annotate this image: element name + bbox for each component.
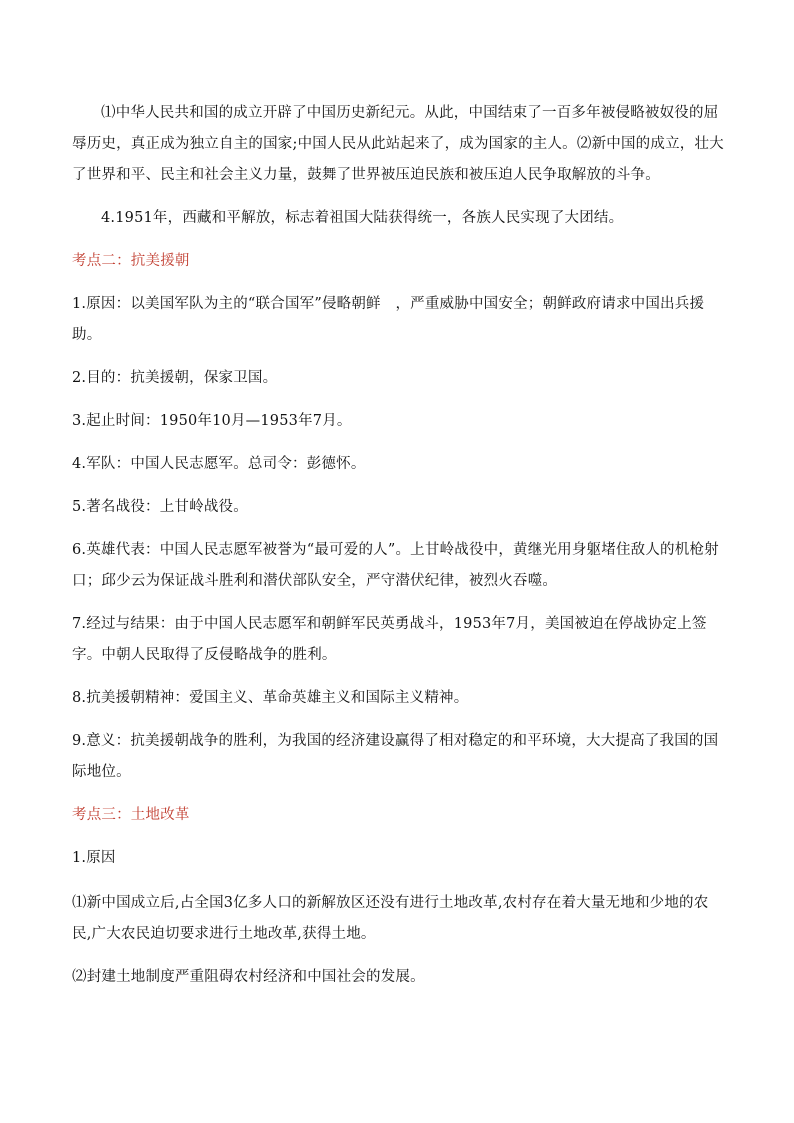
paragraph-korea-significance: 9.意义：抗美援朝战争的胜利，为我国的经济建设赢得了相对稳定的和平环境，大大提高了我国的国际地位。 <box>72 733 719 780</box>
paragraph-korea-cause: 1.原因：以美国军队为主的“联合国军”侵略朝鲜 ，严重威胁中国安全；朝鲜政府请求中国出兵援助。 <box>72 296 705 343</box>
paragraph-korea-battle: 5.著名战役：上甘岭战役。 <box>72 499 248 515</box>
section-heading-land-reform: 考点三：土地改革 <box>72 807 190 823</box>
paragraph-land-reform-cause-1: ⑴新中国成立后,占全国3亿多人口的新解放区还没有进行土地改革,农村存在着大量无地和少地的农民,广大农民迫切要求进行土地改革,获得土地。 <box>72 895 709 942</box>
paragraph-korea-heroes: 6.英雄代表：中国人民志愿军被誉为“最可爱的人”。上甘岭战役中，黄继光用身躯堵住敌人的机枪射口；邱少云为保证战斗胜利和潜伏部队安全，严守潜伏纪律，被烈火吞噬。 <box>72 542 719 589</box>
paragraph-korea-purpose: 2.目的：抗美援朝，保家卫国。 <box>72 370 278 386</box>
paragraph-korea-army: 4.军队：中国人民志愿军。总司令：彭德怀。 <box>72 456 366 472</box>
paragraph-korea-timespan: 3.起止时间：1950年10月—1953年7月。 <box>72 413 352 429</box>
paragraph-korea-result: 7.经过与结果：由于中国人民志愿军和朝鲜军民英勇战斗，1953年7月，美国被迫在停战协定上签字。中朝人民取得了反侵略战争的胜利。 <box>72 616 707 663</box>
paragraph-korea-spirit: 8.抗美援朝精神：爱国主义、革命英雄主义和国际主义精神。 <box>72 690 469 706</box>
paragraph-land-reform-cause-2: ⑵封建土地制度严重阻碍农村经济和中国社会的发展。 <box>72 969 425 985</box>
paragraph-tibet-liberation: 4.1951年，西藏和平解放，标志着祖国大陆获得统一，各族人民实现了大团结。 <box>101 210 624 226</box>
document-page <box>72 98 724 993</box>
paragraph-founding-significance: ⑴中华人民共和国的成立开辟了中国历史新纪元。从此，中国结束了一百多年被侵略被奴役的屈辱历史，真正成为独立自主的国家;中国人民从此站起来了，成为国家的主人。⑵新中国的成立，壮大了世界和平、民主和社会主义力量，鼓舞了世界被压迫民族和被压迫人民争取解放的斗争。 <box>72 105 724 183</box>
paragraph-land-reform-cause-title: 1.原因 <box>72 850 116 866</box>
section-heading-korean-war: 考点二：抗美援朝 <box>72 253 190 269</box>
